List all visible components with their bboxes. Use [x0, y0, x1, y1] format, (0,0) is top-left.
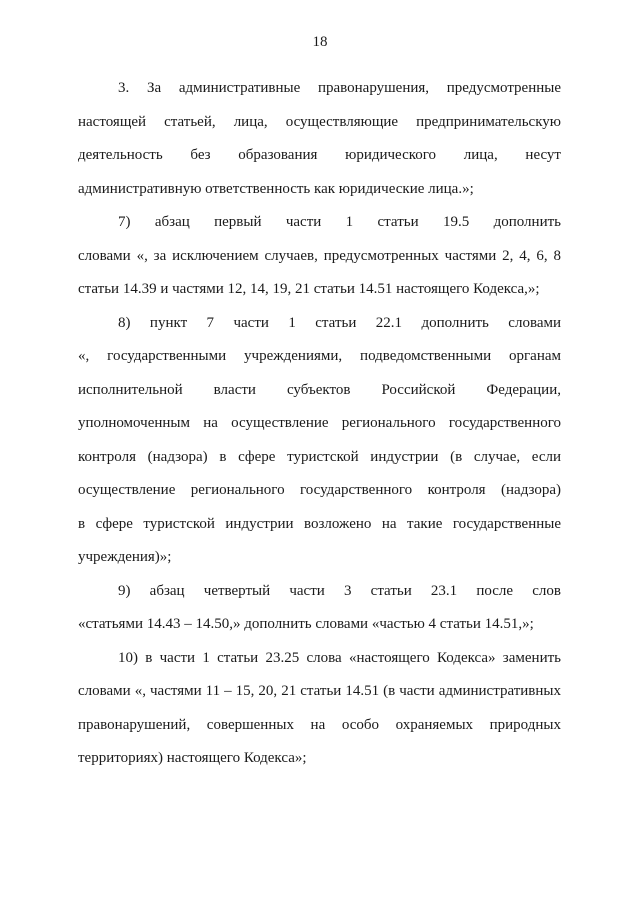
- text-line: словами «, частями 11 – 15, 20, 21 статьи 14.51 (в части административных: [78, 683, 561, 699]
- text-line: 10) в части 1 статьи 23.25 слова «настоящего Кодекса» заменить: [118, 649, 561, 666]
- paragraph-item-3: [78, 72, 561, 206]
- text-line: настоящей статьей, лица, осуществляющие предпринимательскую: [78, 113, 561, 130]
- text-line: 3. За административные правонарушения, предусмотренные: [118, 80, 561, 96]
- text-line: 8) пункт 7 части 1 статьи 22.1 дополнить словами: [118, 314, 561, 331]
- page-number: 18: [312, 34, 328, 50]
- text-line: «, государственными учреждениями, подведомственными органам: [78, 348, 561, 364]
- document-body: [78, 72, 561, 776]
- text-line: статьи 14.39 и частями 12, 14, 19, 21 статьи 14.51 настоящего Кодекса,»;: [78, 281, 540, 297]
- text-line: территориях) настоящего Кодекса»;: [78, 750, 307, 766]
- text-line: осуществление регионального государственного контроля (надзора): [78, 482, 561, 498]
- text-line: в сфере туристской индустрии возложено на такие государственные: [78, 515, 561, 532]
- text-line: уполномоченным на осуществление регионального государственного: [78, 415, 561, 431]
- text-line: 9) абзац четвертый части 3 статьи 23.1 после слов: [118, 582, 561, 599]
- text-line: административную ответственность как юридические лица.»;: [78, 180, 474, 197]
- text-line: деятельность без образования юридического лица, несут: [78, 147, 561, 163]
- text-line: 7) абзац первый части 1 статьи 19.5 дополнить: [118, 214, 561, 230]
- paragraph-item-10: [78, 642, 561, 776]
- paragraph-item-7: [78, 206, 561, 307]
- text-line: правонарушений, совершенных на особо охраняемых природных: [78, 716, 561, 733]
- paragraph-item-9: [78, 575, 561, 642]
- text-line: словами «, за исключением случаев, предусмотренных частями 2, 4, 6, 8: [78, 247, 561, 264]
- text-line: исполнительной власти субъектов Российской Федерации,: [78, 381, 561, 398]
- text-line: контроля (надзора) в сфере туристской индустрии (в случае, если: [78, 448, 561, 465]
- paragraph-item-8: [78, 307, 561, 575]
- text-line: «статьями 14.43 – 14.50,» дополнить словами «частью 4 статьи 14.51,»;: [78, 616, 534, 632]
- text-line: учреждения)»;: [78, 549, 172, 565]
